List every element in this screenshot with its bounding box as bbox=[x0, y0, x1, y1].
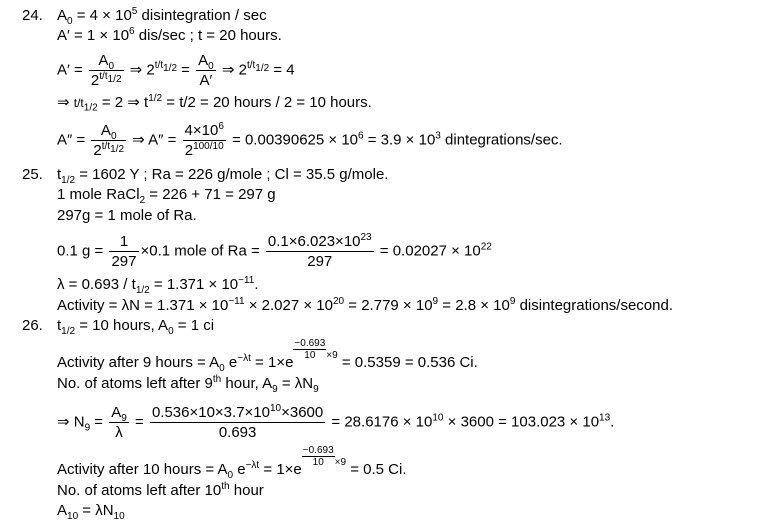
p25-line1: $t_{1/2} = 1602$ Y ; Ra = 226 g/mole ; Cl = 35.5 g/mole. bbox=[57, 166, 389, 186]
p26-line6: No. of atoms left after 10th hour bbox=[57, 481, 264, 499]
p25-line6: Activity = $\lambda N = 1.371 \times 10^{-11} \times 2.027 \times 10^{20} = 2.779 \times 10^9 = 2.8 \times 10^9$ disintegrations/second. bbox=[57, 296, 674, 314]
p24-line3: A′ = $\frac{A_0}{2^{t/t_{1/2}}}$ ⇒ $2^{t/t_{1/2}}$ = $\frac{A_0}{A'}$ ⇒ $2^{t/t_{1/2}} = 4$ bbox=[57, 52, 295, 89]
p26-line5: Activity after 10 hours = $A_0$ $e^{-\lambda t} = 1\times e$ $\frac{-0.693}{10}$ ×9 = 0.5 Ci. bbox=[57, 445, 407, 481]
p24-line5: A″ = $\frac{A_0}{2^{t/t_{1/2}}}$ ⇒ A″ = $\frac{4\times 10^6}{2^{100/10}}$ = $0.00390625 \times 10^6 = 3.9 \times 10^3$ dintegrations/sec. bbox=[57, 121, 563, 159]
p26-line1: $t_{1/2} = 10$ hours, $A_0 = 1$ ci bbox=[57, 317, 215, 337]
p26-line2: Activity after 9 hours = $A_0$ $e^{-\lambda t} = 1\times e$ $\frac{-0.693}{10}$ ×9 = 0.5359 = 0.536 Ci. bbox=[57, 338, 478, 374]
p24-line4: ⇒ $t/t_{1/2} = 2$ ⇒ $t^{1/2} = t/2 = 20$ hours / 2 = 10 hours. bbox=[57, 93, 372, 114]
p25-line5: $\lambda = 0.693 / t_{1/2} = 1.371 \times 10^{-11}$. bbox=[57, 275, 259, 296]
problem-26-number: 26. bbox=[22, 317, 43, 334]
p26-line3: No. of atoms left after 9th hour, $A_9 = \lambda N_9$ bbox=[57, 374, 319, 395]
p24-line2: $A' = 1 \times 10^6$ dis/sec ; t = 20 hours. bbox=[57, 26, 282, 44]
p24-line1: $A_0 = 4 \times 10^5$ disintegration / sec bbox=[57, 6, 267, 27]
p25-line2: 1 mole RaCl$_2$ = 226 + 71 = 297 g bbox=[57, 186, 276, 206]
p25-line3: 297g = 1 mole of Ra. bbox=[57, 207, 197, 224]
p26-line7: $A_{10} = \lambda N_{10}$ bbox=[57, 502, 125, 522]
p26-line4: ⇒ $N_9$ = $\frac{A_9}{\lambda}$ = $\frac{0.536\times 10\times 3.7\times 10^{10}\times 3600}{0.693}$ = $28.6176 \times 10^{10} \times 3600 = 103.023 \times 10^{13}$. bbox=[57, 403, 615, 441]
problem-24-number: 24. bbox=[22, 7, 43, 24]
problem-25-number: 25. bbox=[22, 166, 43, 183]
p25-line4: 0.1 g = $\frac{1}{297}$ ×0.1 mole of Ra = $\frac{0.1\times 6.023\times 10^{23}}{297}$ = $0.02027 \times 10^{22}$ bbox=[57, 232, 492, 270]
